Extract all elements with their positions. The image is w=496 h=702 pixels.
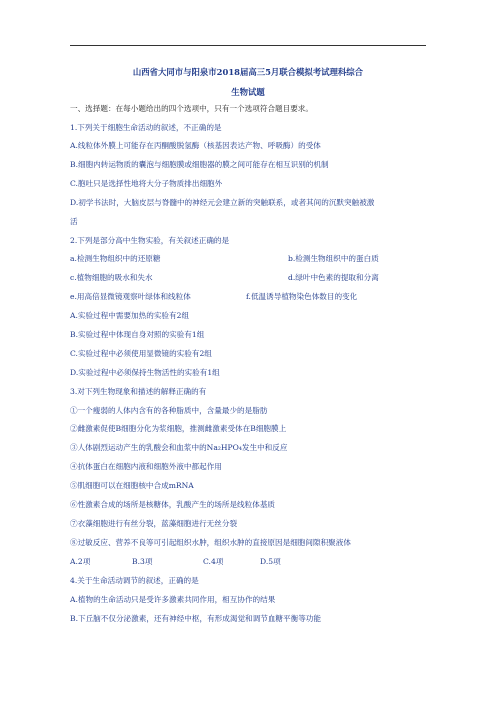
question-2-item-row-2: [70, 273, 430, 283]
question-1-option-c: C.胞吐只是选择性地将大分子物质排出细胞外: [70, 179, 223, 188]
question-3-option-c: C.4项: [203, 557, 224, 566]
header-rule: [70, 45, 426, 46]
section-heading: 一、选择题：在每小题给出的四个选项中，只有一个选项符合题目要求。: [70, 104, 313, 113]
question-2-item-d: d.绿叶中色素的提取和分离: [288, 273, 379, 282]
question-3-option-d: D.5项: [260, 557, 281, 566]
question-2-item-f: f.低温诱导植物染色体数目的变化: [246, 292, 358, 301]
question-2-item-row-3: [70, 292, 430, 302]
question-4-option-a: A.植物的生命活动只是受许多激素共同作用，相互协作的结果: [70, 595, 276, 604]
question-3-statement-2: ②雌激素促使B细胞分化为浆细胞，推测雌激素受体在B细胞膜上: [70, 424, 287, 433]
question-4-option-b: B.下丘脑不仅分泌激素，还有神经中枢，有形成渴觉和调节血糖平衡等功能: [70, 614, 321, 623]
question-2-item-e: e.用高倍显微镜观察叶绿体和线粒体: [70, 292, 191, 301]
question-2-item-b: b.检测生物组织中的蛋白质: [288, 254, 379, 263]
question-3-statement-1: ①一个瘦弱的人体内含有的各种脂质中，含量最少的是脂肪: [70, 406, 268, 415]
question-2-item-a: a.检测生物组织中的还原糖: [70, 254, 161, 263]
question-2-stem: 2.下列是部分高中生物实验，有关叙述正确的是: [70, 236, 230, 245]
question-1-option-d: D.初学书法时，大脑皮层与脊髓中的神经元会建立新的突触联系，或者其间的沉默突触被激: [70, 198, 375, 207]
question-1-option-b: B.细胞内转运物质的囊泡与细胞膜或细胞器的膜之间可能存在相互识别的机制: [70, 160, 329, 169]
exam-title: 山西省大同市与阳泉市2018届高三5月联合模拟考试理科综合: [132, 67, 364, 77]
question-2-option-d: D.实验过程中必须保持生物活性的实验有1组: [70, 368, 220, 377]
question-2-option-c: C.实验过程中必须使用显微镜的实验有2组: [70, 349, 212, 358]
question-1-option-d-cont: 活: [70, 217, 78, 226]
question-2-item-row-1: [70, 254, 430, 264]
question-3-option-b: B.3项: [132, 557, 153, 566]
question-2-option-a: A.实验过程中需要加热的实验有2组: [70, 311, 190, 320]
question-3-statement-4: ④抗体蛋白在细胞内液和细胞外液中都起作用: [70, 462, 222, 471]
question-3-stem: 3.对下列生物现象和描述的解释正确的有: [70, 387, 207, 396]
question-3-statement-3: ③人体剧烈运动产生的乳酸会和血浆中的Na₂HPO₄发生中和反应: [70, 443, 288, 452]
question-2-option-b: B.实验过程中体现自身对照的实验有1组: [70, 330, 205, 339]
question-3-statement-8: ⑧过敏反应、营养不良等可引起组织水肿，组织水肿的直接原因是细胞间隙积聚液体: [70, 538, 351, 547]
question-4-stem: 4.关于生命活动调节的叙述，正确的是: [70, 576, 199, 585]
exam-subtitle: 生物试题: [231, 87, 265, 97]
question-3-statement-7: ⑦衣藻细胞进行有丝分裂，蓝藻细胞进行无丝分裂: [70, 519, 238, 528]
question-3-statement-5: ⑤肌细胞可以在细胞核中合成mRNA: [70, 481, 194, 490]
question-1-stem: 1.下列关于细胞生命活动的叙述，不正确的是: [70, 123, 222, 132]
question-2-item-c: c.植物细胞的吸水和失水: [70, 273, 153, 282]
question-3-statement-6: ⑥性激素合成的场所是核糖体，乳酸产生的场所是线粒体基质: [70, 500, 276, 509]
question-3-option-a: A.2项: [70, 557, 91, 566]
question-1-option-a: A.线粒体外膜上可能存在丙酮酸脱氢酶（核基因表达产物、呼吸酶）的受体: [70, 141, 321, 150]
